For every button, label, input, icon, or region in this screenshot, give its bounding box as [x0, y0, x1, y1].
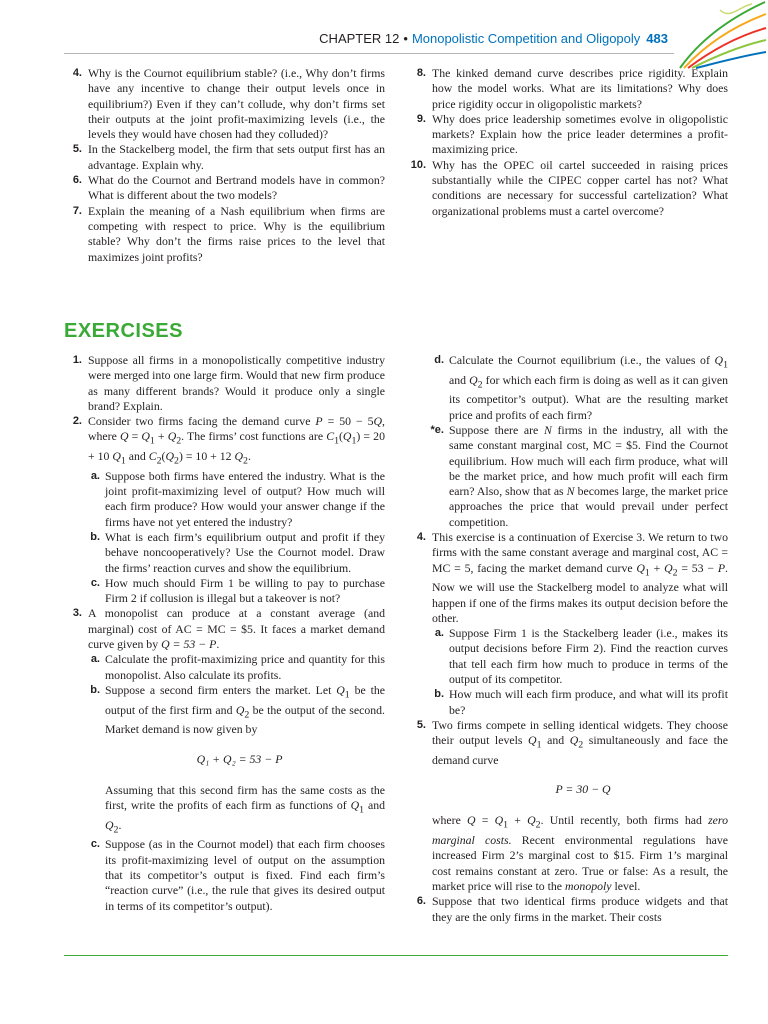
running-header [319, 31, 668, 46]
question-7: 7. Explain the meaning of a Nash equilibrium when firms are competing with respect to price. Why is the equilibrium stable? Why don’t the firms raise prices to the level that maximizes joint profits? [72, 203, 385, 264]
question-10: 10. Why has the OPEC oil cartel succeeded in raising prices substantially while the CIPEC copper cartel has not? What conditions are necessary for successful cartelization? What organizational problems must a cartel overcome? [410, 157, 728, 218]
question-9: 9. Why does price leadership sometimes evolve in oligopolistic markets? Explain how the price leader determines a profit-maximizing price. [416, 111, 728, 157]
exercise-2c: c. How much should Firm 1 be willing to pay to purchase Firm 2 if collusion is illegal but a takeover is not? [90, 575, 385, 606]
review-questions-left [64, 66, 385, 265]
exercise-3d: d. Calculate the Cournot equilibrium (i.e., the values of $Q_1$ and $Q_2$ for which each firm is doing as well as it can given its competitor’s output). What are the resulting market price and profits of each firm? [434, 353, 728, 422]
header-bullet: • [403, 31, 408, 46]
exercise-4a: a. Suppose Firm 1 is the Stackelberg leader (i.e., makes its output decisions before Firm 2). Find the reaction curves that tell each firm how much to produce in terms of the output of its competitor. [434, 626, 728, 687]
exercise-4b: b. How much will each firm produce, and what will its profit be? [434, 687, 728, 717]
chapter-label: CHAPTER 12 [319, 31, 400, 46]
feather-decoration-icon [660, 0, 768, 70]
exercise-1: 1. Suppose all firms in a monopolistically competitive industry were merged into one large firm. Would that new firm produce as many different brands? Would it produce only a single brand? Explain. [72, 353, 385, 413]
exercise-2: 2. Consider two firms facing the demand curve P = 50 − 5Q, where $Q = Q_1 + Q_2$. The firms’ cost functions are $C_1(Q_1) = 20 + 10$ $Q_1$ and $C_2(Q_2) = 10 + 12$ $Q_2$. [72, 414, 385, 467]
chapter-title: Monopolistic Competition and Oligopoly [411, 31, 641, 46]
exercise-3: 3. A monopolist can produce at a constant average (and marginal) cost of AC = MC = $5. It faces a market demand curve given by Q = 53 − P. [72, 606, 385, 652]
footer-rule [64, 955, 728, 956]
exercise-3c: c. Suppose (as in the Cournot model) that each firm chooses its profit-maximizing level of output on the assumption that its competitor’s output is fixed. Find each firm’s “reaction curve” (i.e., the rule that gives its desired output in terms of its competitor’s output). [90, 837, 385, 913]
exercise-3a: a. Calculate the profit-maximizing price and quantity for this monopolist. Also calculate its profits. [90, 652, 385, 682]
page-number: 483 [646, 31, 668, 46]
exercise-2a: a. Suppose both firms have entered the industry. What is the joint profit-maximizing level of output? How much will each firm produce? How would your answer change if the firms have not yet entered the industry? [90, 468, 385, 529]
exercise-5: 5. Two firms compete in selling identical widgets. They choose their output levels $Q_1$ and $Q_2$ simultaneously and face the demand curve [416, 717, 729, 767]
equation-market-demand: Q₁ + Q₂ = 53 − P [196, 751, 283, 766]
question-6: 6. What do the Cournot and Bertrand models have in common? What is different about the two models? [72, 173, 385, 203]
equation-demand-curve: P = 30 − Q [555, 782, 611, 797]
question-5: 5. In the Stackelberg model, the firm that sets output first has an advantage. Explain why. [72, 142, 385, 172]
exercise-6: 6. Suppose that two identical firms produce widgets and that they are the only firms in the market. Their costs [416, 894, 728, 924]
exercise-3b: b. Suppose a second firm enters the market. Let $Q_1$ be the output of the first firm and $Q_2$ be the output of the second. Market demand is now given by [90, 682, 385, 737]
header-rule [64, 53, 674, 54]
exercise-5-continued: where $Q = Q_1 + Q_2$. Until recently, both firms had zero marginal costs. Recent environmental regulations have increased Firm 2’s marginal cost to $15. Firm 1’s marginal cost remains constant at zero. True or false: As a result, the market price will rise to the monopoly level. [432, 813, 728, 893]
exercise-3b-continued: Assuming that this second firm has the same costs as the first, write the profits of each firm as functions of $Q_1$ and $Q_2$. [105, 782, 386, 836]
question-8: 8. The kinked demand curve describes price rigidity. Explain how the model works. What are its limitations? Why does price rigidity occur in oligopolistic markets? [416, 66, 728, 111]
exercise-3e: *e. Suppose there are N firms in the industry, all with the same constant marginal cost, MC = $5. Find the Cournot equilibrium. How much will each firm produce, what will be the market price, and how much profit will each firm earn? Also, show that as N becomes large, the market price approaches the price that would prevail under perfect competition. [430, 422, 728, 529]
exercise-4: 4. This exercise is a continuation of Exercise 3. We return to two firms with the same constant average and marginal cost, AC = MC = 5, facing the market demand curve $Q_1 + Q_2 = 53 - P$. Now we will use the Stackelberg model to analyze what will happen if one of the firms makes its output decision before the other. [416, 529, 728, 625]
exercises-heading: EXERCISES [64, 320, 183, 342]
exercises-right [408, 353, 728, 925]
exercise-2b: b. What is each firm’s equilibrium output and profit if they behave noncooperatively? Use the Cournot model. Draw the firms’ reaction curves and show the equilibrium. [90, 529, 385, 575]
exercises-left [64, 353, 385, 914]
question-4: 4. Why is the Cournot equilibrium stable? (i.e., Why don’t firms have any incentive to change their output levels once in equilibrium?) Even if they can’t collude, why don’t firms set their outputs at the joint profit-maximizing levels (i.e., the levels they would have chosen had they colluded)? [72, 66, 385, 142]
review-questions-right [408, 66, 728, 219]
